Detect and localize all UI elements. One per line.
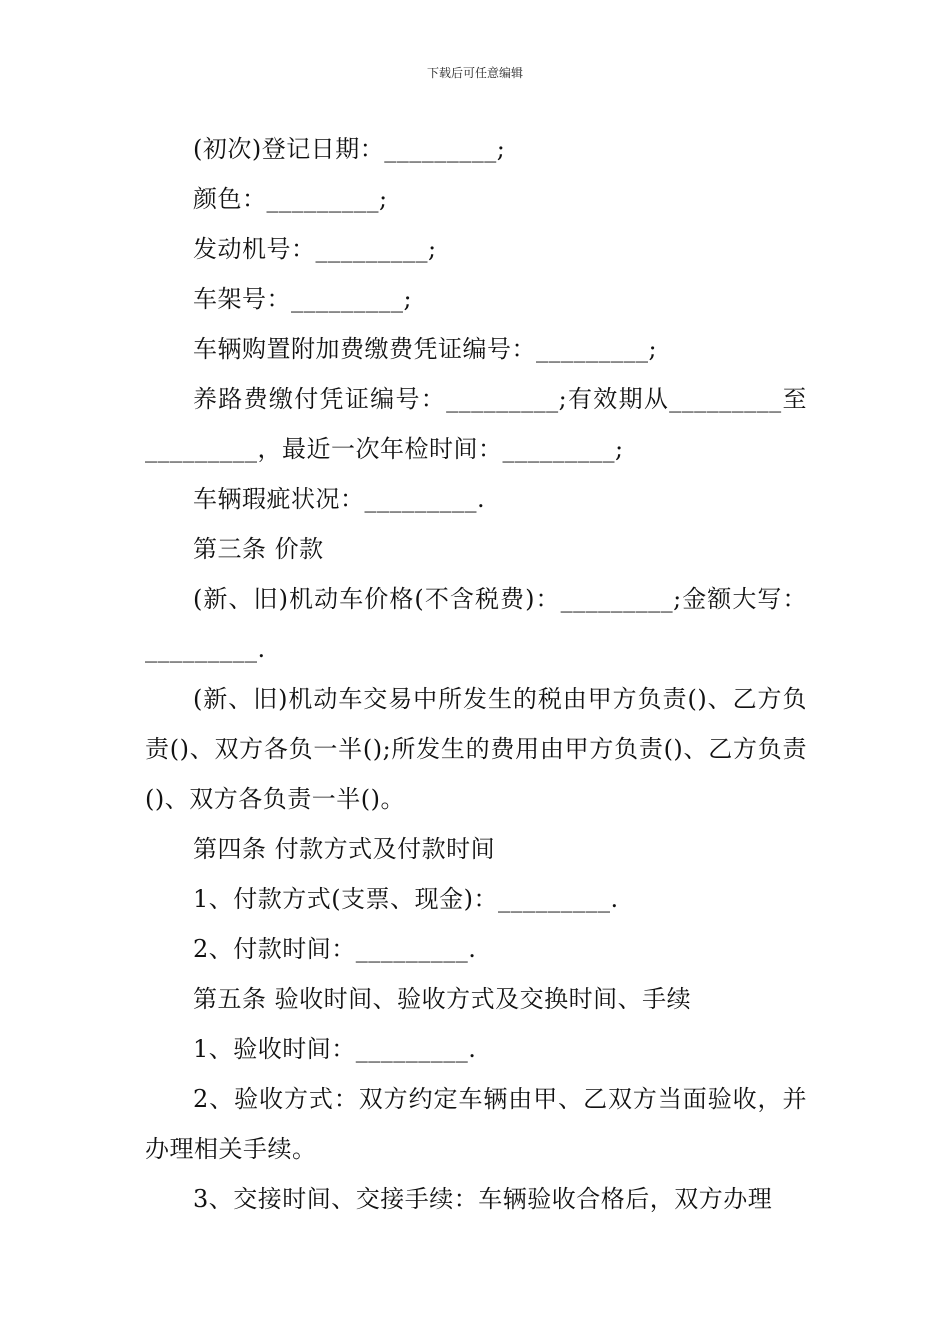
section-heading-article-4: 第四条 付款方式及付款时间 — [193, 835, 496, 863]
paragraph-frame-number: 车架号：_________; — [193, 285, 413, 313]
paragraph-inspection-method: 2、验收方式：双方约定车辆由甲、乙双方当面验收，并办理相关手续。 — [145, 1085, 807, 1163]
paragraph-vehicle-defects: 车辆瑕疵状况：_________. — [193, 485, 486, 513]
paragraph-road-fee-voucher: 养路费缴付凭证编号：_________;有效期从_________至_________，最近一次年检时间：_________; — [145, 385, 807, 463]
paragraph-engine-number: 发动机号：_________; — [193, 235, 437, 263]
section-heading-article-3: 第三条 价款 — [193, 535, 324, 563]
paragraph-payment-time: 2、付款时间：_________. — [193, 935, 477, 963]
paragraph-payment-method: 1、付款方式(支票、现金)：_________. — [193, 885, 619, 913]
paragraph-color: 颜色：_________; — [193, 185, 388, 213]
paragraph-purchase-fee-voucher: 车辆购置附加费缴费凭证编号：_________; — [193, 335, 658, 363]
section-heading-article-5: 第五条 验收时间、验收方式及交换时间、手续 — [193, 985, 692, 1013]
document-body — [145, 124, 807, 1224]
paragraph-vehicle-price: (新、旧)机动车价格(不含税费)：_________;金额大写：_________. — [145, 585, 807, 663]
page-header: 下载后可任意编辑 — [426, 66, 523, 80]
paragraph-registration-date: (初次)登记日期：_________; — [193, 135, 506, 163]
paragraph-inspection-time: 1、验收时间：_________. — [193, 1035, 477, 1063]
paragraph-handover: 3、交接时间、交接手续：车辆验收合格后，双方办理 — [193, 1185, 773, 1213]
paragraph-tax-responsibility: (新、旧)机动车交易中所发生的税由甲方负责()、乙方负责()、双方各负一半();所发生的费用由甲方负责()、乙方负责()、双方各负责一半()。 — [145, 685, 807, 813]
